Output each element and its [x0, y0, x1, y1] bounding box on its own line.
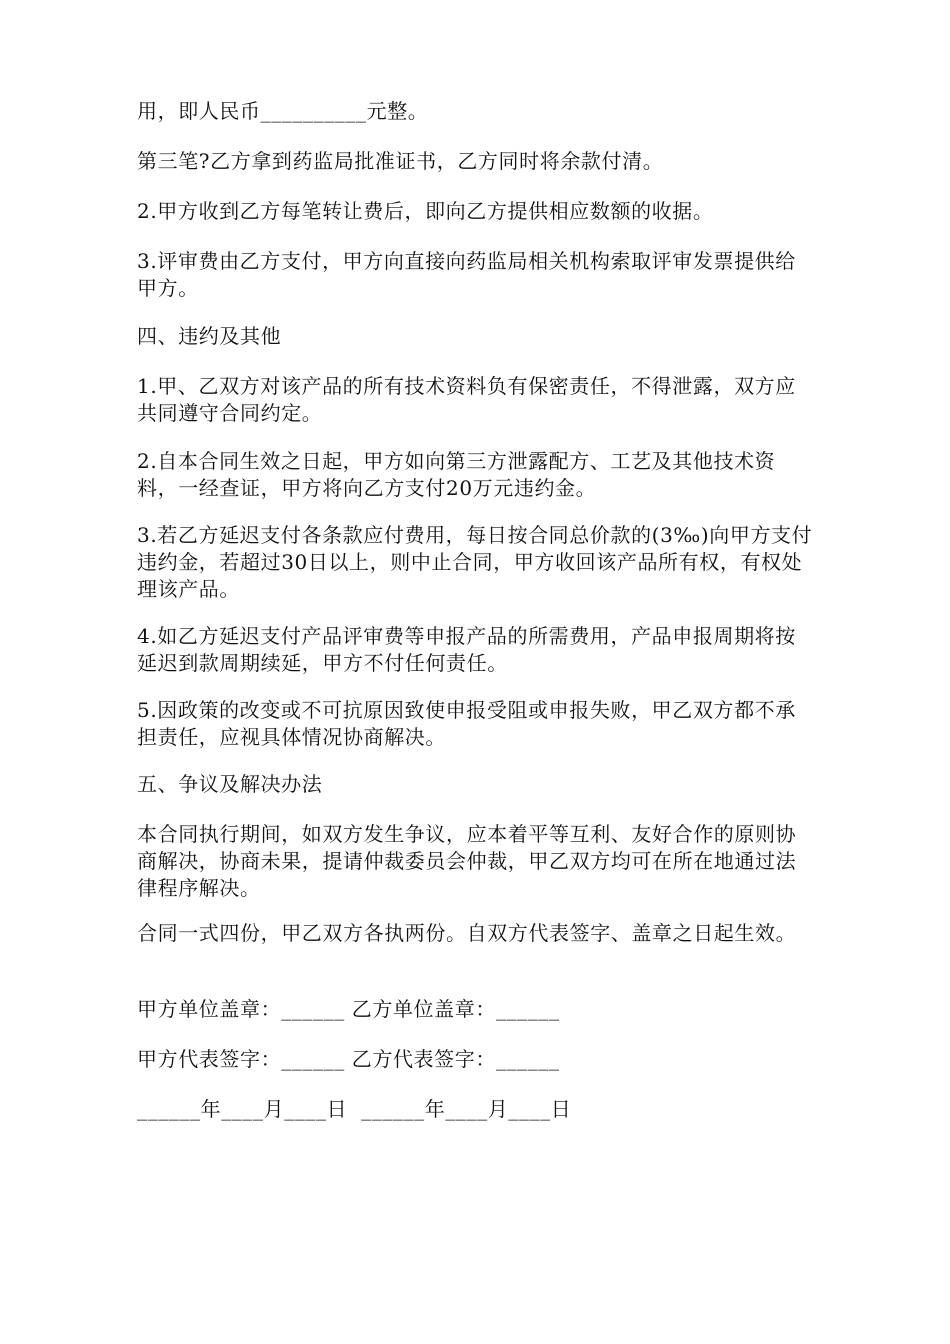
- signature-date-line: ______年____月____日 ______年____月____日: [137, 1097, 572, 1121]
- paragraph-clause-delay-extension: 4.如乙方延迟支付产品评审费等申报产品的所需费用，产品申报周期将按延迟到款周期续延，甲方不付任何责任。: [137, 624, 796, 675]
- paragraph-clause-review-fee: 3.评审费由乙方支付，甲方向直接向药监局相关机构索取评审发票提供给甲方。: [137, 249, 796, 300]
- paragraph-clause-leak-penalty: 2.自本合同生效之日起，甲方如向第三方泄露配方、工艺及其他技术资料，一经查证，甲方将向乙方支付20万元违约金。: [137, 449, 776, 500]
- paragraph-clause-late-payment: 3.若乙方延迟支付各条款应付费用，每日按合同总价款的(3‰)向甲方支付违约金，若超过30日以上，则中止合同，甲方收回该产品所有权，有权处理该产品。: [137, 523, 813, 601]
- signature-representative-line: 甲方代表签字：______ 乙方代表签字：______: [137, 1047, 560, 1071]
- section-heading-breach: 四、违约及其他: [137, 324, 282, 348]
- paragraph-dispute-resolution: 本合同执行期间，如双方发生争议，应本着平等互利、友好合作的原则协商解决，协商未果，提请仲裁委员会仲裁，甲乙双方均可在所在地通过法律程序解决。: [137, 822, 797, 900]
- paragraph-clause-receipt: 2.甲方收到乙方每笔转让费后，即向乙方提供相应数额的收据。: [137, 199, 714, 223]
- paragraph-copies-effective: 合同一式四份，甲乙双方各执两份。自双方代表签字、盖章之日起生效。: [137, 921, 797, 945]
- paragraph-clause-confidentiality: 1.甲、乙双方对该产品的所有技术资料负有保密责任，不得泄露，双方应共同遵守合同约定。: [137, 374, 796, 425]
- paragraph-clause-force-majeure: 5.因政策的改变或不可抗原因致使申报受阻或申报失败，甲乙双方都不承担责任，应视具体情况协商解决。: [137, 698, 796, 749]
- signature-seal-line: 甲方单位盖章：______ 乙方单位盖章：______: [137, 997, 560, 1021]
- section-heading-disputes: 五、争议及解决办法: [137, 772, 323, 796]
- paragraph-payment-amount: 用，即人民币__________元整。: [137, 99, 429, 123]
- paragraph-third-payment: 第三笔?乙方拿到药监局批准证书，乙方同时将余款付清。: [137, 149, 664, 173]
